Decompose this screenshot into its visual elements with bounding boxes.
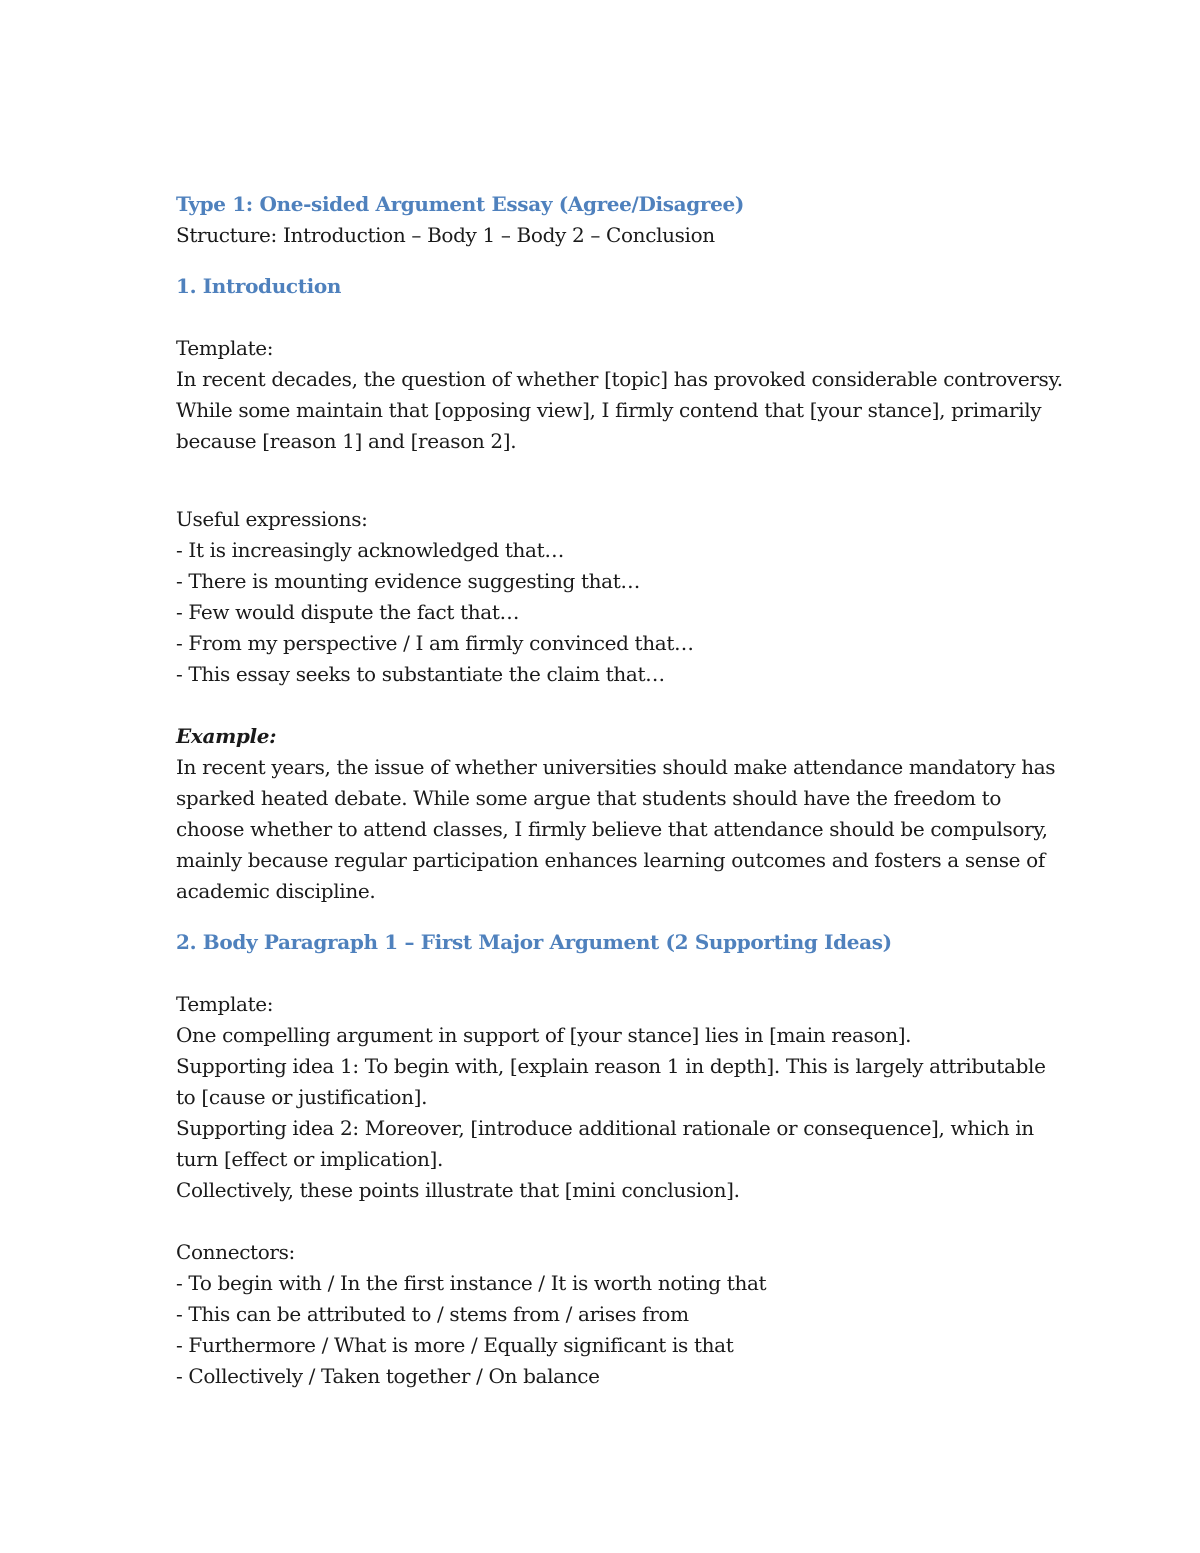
body1-template-line: One compelling argument in support of [your stance] lies in [main reason]. [176, 1023, 912, 1047]
example-line: choose whether to attend classes, I firmly believe that attendance should be compulsory, [176, 817, 1048, 841]
connector-item: - To begin with / In the first instance / It is worth noting that [176, 1271, 767, 1295]
body1-template-label: Template: [176, 992, 274, 1016]
expression-item: - Few would dispute the fact that… [176, 600, 520, 624]
connector-item: - Furthermore / What is more / Equally significant is that [176, 1333, 734, 1357]
intro-template-line: In recent decades, the question of whether [topic] has provoked considerable controversy. [176, 367, 1063, 391]
spacer [176, 958, 1056, 989]
spacer [176, 690, 1056, 721]
example-line: mainly because regular participation enhances learning outcomes and fosters a sense of [176, 848, 1045, 872]
spacer [176, 907, 1056, 927]
connector-item: - Collectively / Taken together / On balance [176, 1364, 600, 1388]
spacer [176, 251, 1056, 271]
body1-template-line: to [cause or justification]. [176, 1085, 428, 1109]
expression-item: - It is increasingly acknowledged that… [176, 538, 564, 562]
intro-template-line: While some maintain that [opposing view], I firmly contend that [your stance], primarily [176, 398, 1042, 422]
example-line: academic discipline. [176, 879, 376, 903]
body1-template-line: Collectively, these points illustrate that [mini conclusion]. [176, 1178, 740, 1202]
intro-heading: 1. Introduction [176, 274, 342, 298]
body1-template-line: Supporting idea 1: To begin with, [explain reason 1 in depth]. This is largely attributable [176, 1054, 1046, 1078]
expression-item: - From my perspective / I am firmly convinced that… [176, 631, 694, 655]
expression-item: - This essay seeks to substantiate the claim that… [176, 662, 665, 686]
body1-template-line: Supporting idea 2: Moreover, [introduce additional rationale or consequence], which in [176, 1116, 1034, 1140]
example-label: Example: [176, 724, 277, 748]
connector-item: - This can be attributed to / stems from / arises from [176, 1302, 689, 1326]
example-line: In recent years, the issue of whether universities should make attendance mandatory has [176, 755, 1056, 779]
intro-template-label: Template: [176, 336, 274, 360]
expressions-label: Useful expressions: [176, 507, 368, 531]
example-line: sparked heated debate. While some argue that students should have the freedom to [176, 786, 1002, 810]
document-page [176, 189, 1063, 1392]
body1-template-line: turn [effect or implication]. [176, 1147, 443, 1171]
spacer [176, 1206, 1056, 1237]
document-title: Type 1: One-sided Argument Essay (Agree/Disagree) [176, 192, 744, 216]
spacer [176, 457, 1056, 504]
connectors-label: Connectors: [176, 1240, 295, 1264]
expression-item: - There is mounting evidence suggesting that… [176, 569, 641, 593]
intro-template-line: because [reason 1] and [reason 2]. [176, 429, 517, 453]
body1-heading: 2. Body Paragraph 1 – First Major Argument (2 Supporting Ideas) [176, 930, 892, 954]
structure-line: Structure: Introduction – Body 1 – Body 2 – Conclusion [176, 223, 715, 247]
spacer [176, 302, 1056, 333]
